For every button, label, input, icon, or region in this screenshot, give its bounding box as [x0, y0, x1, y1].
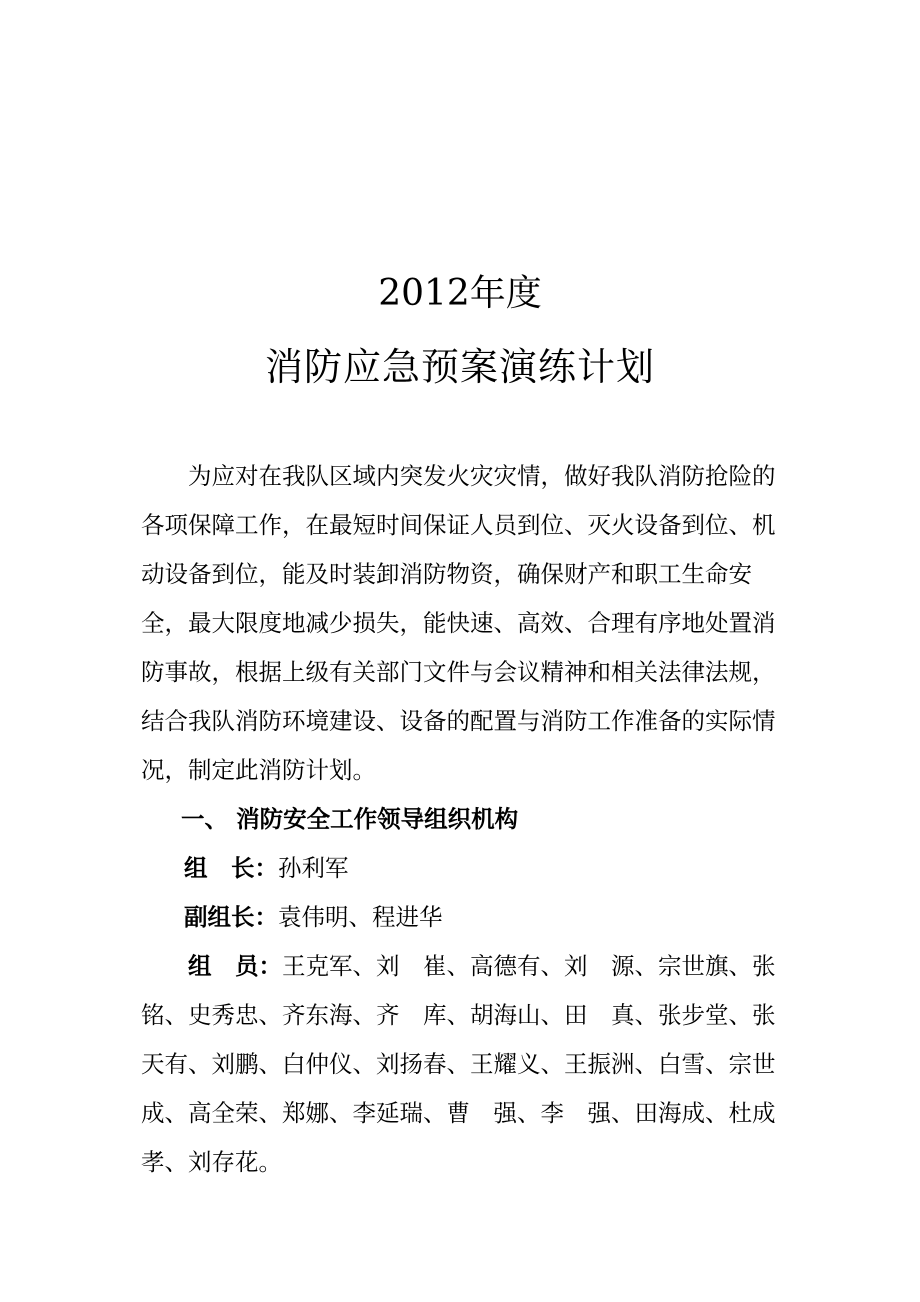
document-title: 消防应急预案演练计划 [264, 345, 655, 389]
document-body [141, 452, 799, 1187]
leader-name: 孙利军 [278, 854, 349, 882]
document-title-year: 2012年度 [378, 273, 542, 314]
members-label: 组 员： [188, 952, 282, 980]
members-paragraph [141, 942, 799, 1187]
leader-line [141, 844, 783, 893]
members-names: 王克军、刘 崔、高德有、刘 源、宗世旗、张 铭、史秀忠、齐东海、齐 库、胡海山、田 真、张步堂、张天有、刘鹏、白仲仪、刘扬春、王耀义、王振洲、白雪、宗世成、高全荣、郑娜、李延瑞、曹 强、李 强、田海成、杜成孝、刘存花。 [141, 952, 799, 1176]
section-heading-organization: 一、 消防安全工作领导组织机构 [181, 805, 519, 833]
intro-paragraph: 为应对在我队区域内突发火灾灾情，做好我队消防抢险的各项保障工作，在最短时间保证人员到位、灭火设备到位、机动设备到位，能及时装卸消防物资，确保财产和职工生命安全，最大限度地减少损失，能快速、高效、合理有序地处置消防事故，根据上级有关部门文件与会议精神和相关法律法规，结合我队消防环境建设、设备的配置与消防工作准备的实际情况，制定此消防计划。 [141, 462, 776, 784]
leader-label: 组 长： [184, 854, 278, 882]
deputy-leader-line [141, 893, 783, 942]
deputy-leader-names: 袁伟明、程进华 [278, 903, 443, 931]
deputy-leader-label: 副组长： [184, 903, 278, 931]
